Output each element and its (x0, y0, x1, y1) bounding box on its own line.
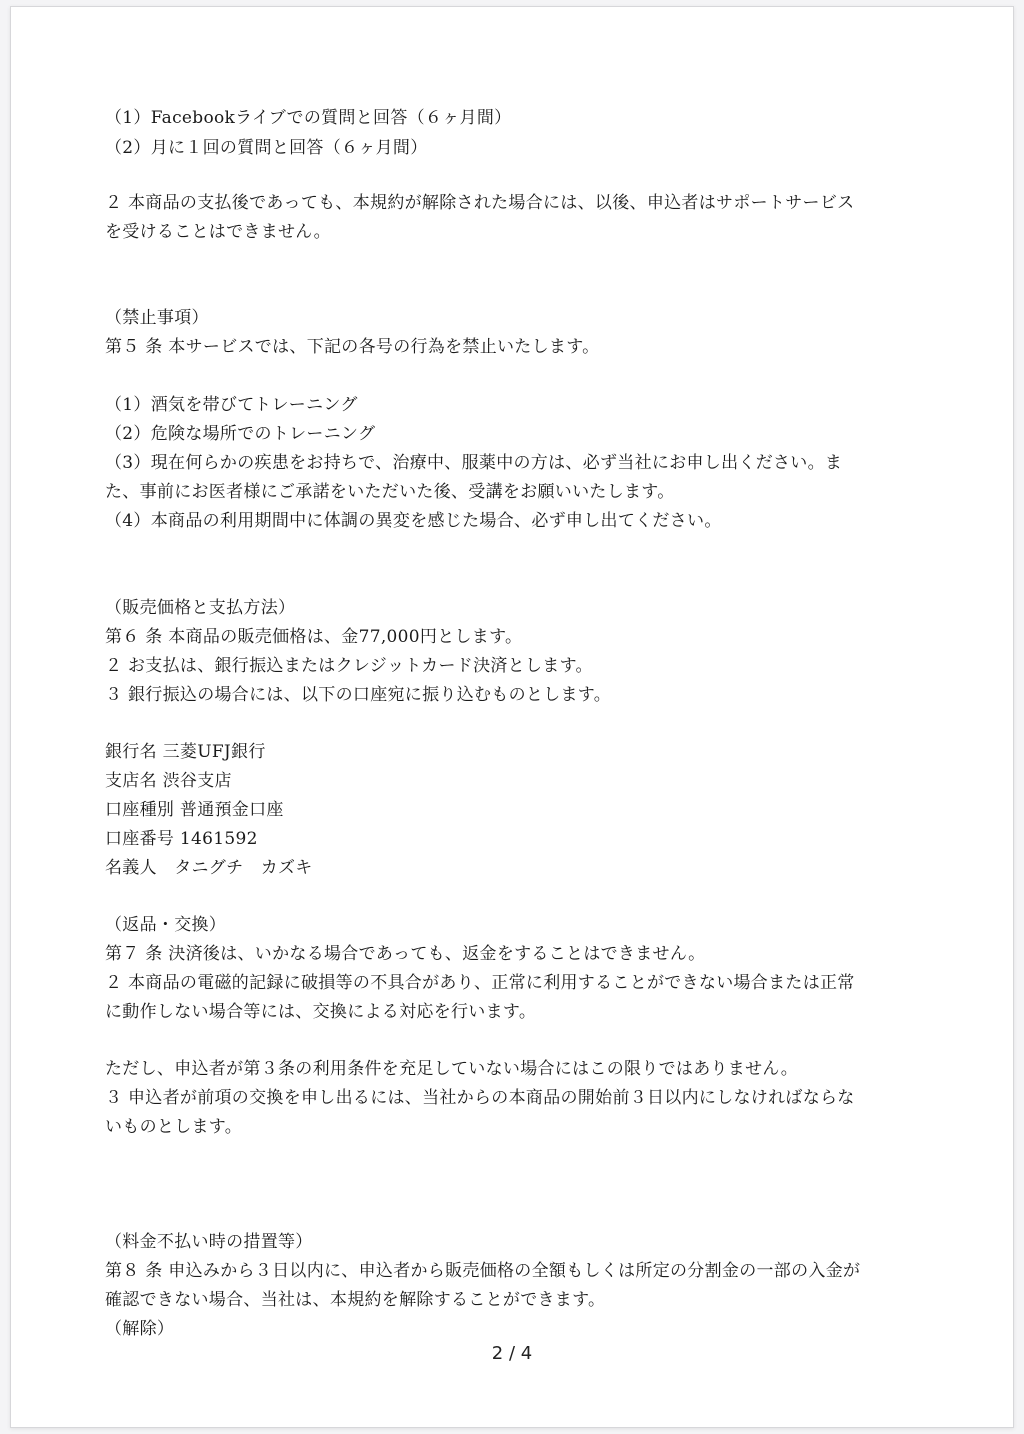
account-number: 口座番号 1461592 (105, 829, 258, 849)
article-line: 第５ 条 本サービスでは、下記の各号の行為を禁止いたします。 (105, 337, 600, 357)
list-item: （1）Facebookライブでの質問と回答（６ヶ月間） (105, 108, 512, 128)
bank-name: 銀行名 三菱UFJ銀行 (105, 742, 266, 762)
list-item: （4）本商品の利用期間中に体調の異変を感じた場合、必ず申し出てください。 (105, 511, 722, 531)
paragraph-line: を受けることはできません。 (105, 222, 331, 242)
account-holder: 名義人 タニグチ カズキ (105, 858, 313, 878)
section-heading: （販売価格と支払方法） (105, 598, 296, 618)
paragraph-line: いものとします。 (105, 1117, 243, 1137)
article-line: 第８ 条 申込みから３日以内に、申込者から販売価格の全額もしくは所定の分割金の一部の入金が (105, 1261, 861, 1281)
paragraph-line: ３ 銀行振込の場合には、以下の口座宛に振り込むものとします。 (105, 685, 612, 705)
section-heading: （禁止事項） (105, 308, 209, 328)
article-line: 第６ 条 本商品の販売価格は、金77,000円とします。 (105, 627, 523, 647)
list-item: （2）月に１回の質問と回答（６ヶ月間） (105, 138, 428, 158)
section-heading: （料金不払い時の措置等） (105, 1232, 313, 1252)
article-line: 第７ 条 決済後は、いかなる場合であっても、返金をすることはできません。 (105, 944, 706, 964)
paragraph-line: に動作しない場合等には、交換による対応を行います。 (105, 1002, 537, 1022)
paragraph-line: ２ 本商品の支払後であっても、本規約が解除された場合には、以後、申込者はサポートサービス (105, 193, 855, 213)
list-item: た、事前にお医者様にご承諾をいただいた後、受講をお願いいたします。 (105, 482, 675, 502)
paragraph-line: 確認できない場合、当社は、本規約を解除することができます。 (105, 1290, 606, 1310)
paragraph-line: ２ お支払は、銀行振込またはクレジットカード決済とします。 (105, 656, 593, 676)
list-item: （1）酒気を帯びてトレーニング (105, 395, 358, 415)
section-heading: （返品・交換） (105, 915, 227, 935)
account-type: 口座種別 普通預金口座 (105, 800, 284, 820)
document-page (10, 6, 1014, 1428)
paragraph-line: ただし、申込者が第３条の利用条件を充足していない場合にはこの限りではありません。 (105, 1059, 799, 1079)
list-item: （2）危険な場所でのトレーニング (105, 424, 376, 444)
page-indicator: 2 / 4 (491, 1343, 533, 1364)
section-heading: （解除） (105, 1319, 175, 1339)
paragraph-line: ３ 申込者が前項の交換を申し出るには、当社からの本商品の開始前３日以内にしなければならな (105, 1088, 855, 1108)
paragraph-line: ２ 本商品の電磁的記録に破損等の不具合があり、正常に利用することができない場合または正常 (105, 973, 855, 993)
branch-name: 支店名 渋谷支店 (105, 771, 232, 791)
list-item: （3）現在何らかの疾患をお持ちで、治療中、服薬中の方は、必ず当社にお申し出ください。ま (105, 453, 843, 473)
